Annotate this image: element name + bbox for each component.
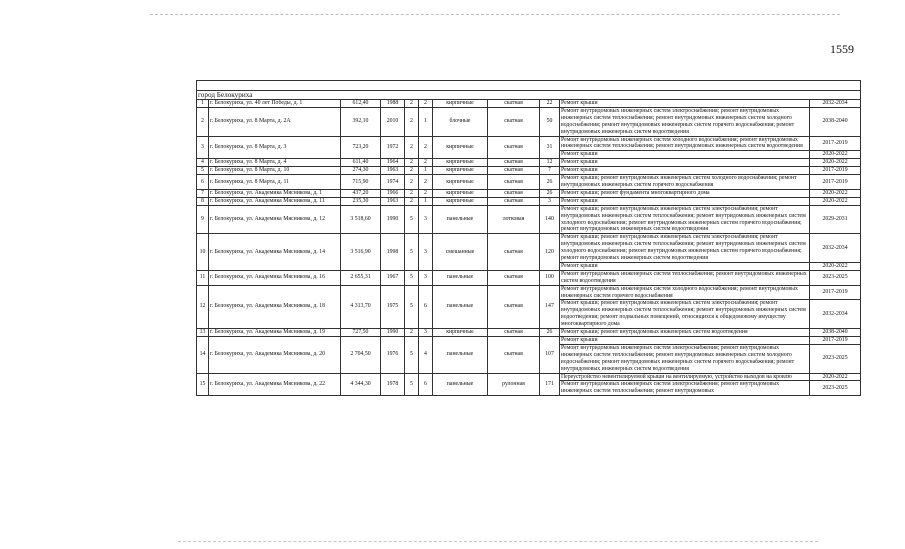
wall-material-cell: панельные xyxy=(433,337,488,374)
area-cell: 2 704,50 xyxy=(341,337,381,374)
wall-material-cell: блочные xyxy=(433,107,488,136)
floors-cell: 2 xyxy=(405,197,419,205)
roof-type-cell: скатная xyxy=(488,270,540,285)
wall-material-cell: кирпичные xyxy=(433,159,488,167)
table-row xyxy=(197,136,861,151)
floors-cell: 5 xyxy=(405,373,419,396)
apartments-cell: 26 xyxy=(540,175,560,190)
city-heading: город Белокуриха xyxy=(197,91,861,100)
row-number-cell: 2 xyxy=(197,107,209,136)
floors-cell: 2 xyxy=(405,159,419,167)
work-description-cell: Ремонт крыши xyxy=(560,100,810,108)
table-header-blank-row xyxy=(197,81,861,91)
work-description-cell: Переустройство невентилируемой крыши на вентилируемую, устройство выходов на кровлю xyxy=(560,373,810,381)
work-description-cell: Ремонт крыши xyxy=(560,262,810,270)
work-description-cell: Ремонт крыши xyxy=(560,167,810,175)
address-cell: г. Белокуриха, ул. Академика Мясникова, д. 19 xyxy=(209,329,341,337)
period-cell: 2020-2022 xyxy=(810,197,861,205)
address-cell: г. Белокуриха, ул. Академика Мясникова, д. 18 xyxy=(209,285,341,328)
roof-type-cell: скатная xyxy=(488,175,540,190)
row-number-cell: 5 xyxy=(197,167,209,175)
year-cell: 2010 xyxy=(381,107,405,136)
floors-cell: 5 xyxy=(405,205,419,234)
table-row xyxy=(197,234,861,263)
roof-type-cell: скатная xyxy=(488,159,540,167)
table-row xyxy=(197,107,861,136)
wall-material-cell: кирпичные xyxy=(433,175,488,190)
row-number-cell: 7 xyxy=(197,189,209,197)
address-cell: г. Белокуриха, ул. Академика Мясникова, д. 14 xyxy=(209,234,341,271)
table-row xyxy=(197,159,861,167)
work-description-cell: Ремонт крыши; ремонт внутридомовых инженерных систем водоотведения xyxy=(560,329,810,337)
address-cell: г. Белокуриха, ул. Академика Мясникова, д. 16 xyxy=(209,270,341,285)
work-description-cell: Ремонт внутридомовых инженерных систем электроснабжения; ремонт внутридомовых инженерных систем теплоснабжения; ремонт внутридомовых инженерных систем холодного водоснабжения; ремонт внутридомовых инженерных систем горячего водоснабжения; ремонт внутридомовых инженерных систем водоотведения xyxy=(560,344,810,373)
repair-program-table xyxy=(196,80,861,396)
roof-type-cell: скатная xyxy=(488,136,540,159)
work-description-cell: Ремонт крыши xyxy=(560,197,810,205)
year-cell: 1998 xyxy=(381,234,405,271)
year-cell: 1990 xyxy=(381,329,405,337)
address-cell: г. Белокуриха, ул. 8 Марта, д. 4 xyxy=(209,159,341,167)
table-row xyxy=(197,197,861,205)
wall-material-cell: кирпичные xyxy=(433,100,488,108)
apartments-cell: 3 xyxy=(540,197,560,205)
apartments-cell: 147 xyxy=(540,285,560,328)
apartments-cell: 140 xyxy=(540,205,560,234)
floors-cell: 2 xyxy=(405,329,419,337)
area-cell: 274,30 xyxy=(341,167,381,175)
row-number-cell: 10 xyxy=(197,234,209,271)
floors-cell: 5 xyxy=(405,337,419,374)
year-cell: 1967 xyxy=(381,270,405,285)
work-description-cell: Ремонт внутридомовых инженерных систем электроснабжения; ремонт внутридомовых инженерных систем теплоснабжения; ремонт внутридомовых инженерных систем холодного водоснабжения; ремонт внутридомовых инженерных систем горячего водоснабжения; ремонт внутридомовых инженерных систем водоотведения xyxy=(560,107,810,136)
floors-cell: 2 xyxy=(405,189,419,197)
wall-material-cell: смешанные xyxy=(433,234,488,271)
year-cell: 1972 xyxy=(381,136,405,159)
roof-type-cell: скатная xyxy=(488,329,540,337)
work-description-cell: Ремонт крыши xyxy=(560,159,810,167)
wall-material-cell: панельные xyxy=(433,270,488,285)
floors-cell: 5 xyxy=(405,285,419,328)
entrances-cell: 4 xyxy=(419,337,433,374)
floors-cell: 2 xyxy=(405,167,419,175)
wall-material-cell: кирпичные xyxy=(433,189,488,197)
year-cell: 1978 xyxy=(381,373,405,396)
roof-type-cell: скатная xyxy=(488,337,540,374)
area-cell: 612,40 xyxy=(341,100,381,108)
year-cell: 1964 xyxy=(381,159,405,167)
entrances-cell: 2 xyxy=(419,175,433,190)
area-cell: 727,50 xyxy=(341,329,381,337)
address-cell: г. Белокуриха, ул. 8 Марта, д. 10 xyxy=(209,167,341,175)
row-number-cell: 15 xyxy=(197,373,209,396)
row-number-cell: 12 xyxy=(197,285,209,328)
floors-cell: 2 xyxy=(405,136,419,159)
row-number-cell: 1 xyxy=(197,100,209,108)
period-cell: 2017-2019 xyxy=(810,167,861,175)
roof-type-cell: скатная xyxy=(488,285,540,328)
scan-artifact-bottom-line xyxy=(178,541,818,542)
period-cell: 2017-2019 xyxy=(810,285,861,300)
table-row xyxy=(197,189,861,197)
apartments-cell: 22 xyxy=(540,100,560,108)
work-description-cell: Ремонт внутридомовых инженерных систем электроснабжения; ремонт внутридомовых инженерных систем теплоснабжения; ремонт внутридомовых xyxy=(560,381,810,396)
apartments-cell: 7 xyxy=(540,167,560,175)
row-number-cell: 14 xyxy=(197,337,209,374)
year-cell: 1988 xyxy=(381,100,405,108)
address-cell: г. Белокуриха, ул. Академика Мясникова, д. 22 xyxy=(209,373,341,396)
page-number: 1559 xyxy=(830,42,854,56)
area-cell: 235,30 xyxy=(341,197,381,205)
row-number-cell: 11 xyxy=(197,270,209,285)
period-cell: 2020-2022 xyxy=(810,189,861,197)
work-description-cell: Ремонт крыши xyxy=(560,337,810,345)
area-cell: 437,20 xyxy=(341,189,381,197)
work-description-cell: Ремонт крыши; ремонт внутридомовых инженерных систем электроснабжения; ремонт внутридомовых инженерных систем теплоснабжения; ремонт внутридомовых инженерных систем холодного водоснабжения; ремонт внутридомовых инженерных систем горячего водоснабжения; ремонт внутридомовых инженерных систем водоотведения xyxy=(560,234,810,263)
entrances-cell: 2 xyxy=(419,159,433,167)
table-row xyxy=(197,270,861,285)
year-cell: 1990 xyxy=(381,205,405,234)
address-cell: г. Белокуриха, ул. 8 Марта, д. 11 xyxy=(209,175,341,190)
period-cell: 2023-2025 xyxy=(810,270,861,285)
period-cell: 2020-2022 xyxy=(810,151,861,159)
area-cell: 715,90 xyxy=(341,175,381,190)
entrances-cell: 3 xyxy=(419,205,433,234)
year-cell: 1976 xyxy=(381,337,405,374)
area-cell: 2 655,31 xyxy=(341,270,381,285)
period-cell: 2020-2022 xyxy=(810,373,861,381)
address-cell: г. Белокуриха, ул. Академика Мясникова, д. 11 xyxy=(209,197,341,205)
work-description-cell: Ремонт внутридомовых инженерных систем теплоснабжения; ремонт внутридомовых инженерных систем водоотведения xyxy=(560,270,810,285)
period-cell: 2029-2031 xyxy=(810,205,861,234)
table-row xyxy=(197,175,861,190)
work-description-cell: Ремонт внутридомовых инженерных систем холодного водоснабжения; ремонт внутридомовых инженерных систем горячего водоснабжения xyxy=(560,285,810,300)
work-description-cell: Ремонт крыши; ремонт внутридомовых инженерных систем холодного водоснабжения; ремонт внутридомовых инженерных систем горячего водоснабжения xyxy=(560,175,810,190)
table-row xyxy=(197,167,861,175)
entrances-cell: 6 xyxy=(419,373,433,396)
area-cell: 4 313,70 xyxy=(341,285,381,328)
roof-type-cell: рулонная xyxy=(488,373,540,396)
address-cell: г. Белокуриха, ул. Академика Мясникова, д. 1 xyxy=(209,189,341,197)
year-cell: 1963 xyxy=(381,197,405,205)
period-cell: 2038-2040 xyxy=(810,329,861,337)
period-cell: 2032-2034 xyxy=(810,234,861,263)
floors-cell: 5 xyxy=(405,234,419,271)
area-cell: 611,40 xyxy=(341,159,381,167)
period-cell: 2038-2040 xyxy=(810,107,861,136)
entrances-cell: 1 xyxy=(419,107,433,136)
wall-material-cell: панельные xyxy=(433,373,488,396)
period-cell: 2017-2019 xyxy=(810,337,861,345)
period-cell: 2032-2034 xyxy=(810,300,861,329)
wall-material-cell: кирпичные xyxy=(433,329,488,337)
period-cell: 2020-2022 xyxy=(810,262,861,270)
period-cell: 2023-2025 xyxy=(810,344,861,373)
apartments-cell: 12 xyxy=(540,159,560,167)
floors-cell: 2 xyxy=(405,175,419,190)
entrances-cell: 2 xyxy=(419,136,433,159)
year-cell: 1975 xyxy=(381,285,405,328)
entrances-cell: 2 xyxy=(419,100,433,108)
wall-material-cell: кирпичные xyxy=(433,197,488,205)
table-row xyxy=(197,337,861,345)
row-number-cell: 8 xyxy=(197,197,209,205)
entrances-cell: 3 xyxy=(419,270,433,285)
work-description-cell: Ремонт крыши xyxy=(560,151,810,159)
table-row xyxy=(197,373,861,381)
area-cell: 723,20 xyxy=(341,136,381,159)
entrances-cell: 1 xyxy=(419,167,433,175)
address-cell: г. Белокуриха, ул. 8 Марта, д. 2А xyxy=(209,107,341,136)
entrances-cell: 1 xyxy=(419,197,433,205)
apartments-cell: 100 xyxy=(540,270,560,285)
roof-type-cell: скатная xyxy=(488,167,540,175)
period-cell: 2017-2019 xyxy=(810,136,861,151)
work-description-cell: Ремонт крыши; ремонт фундамента многоквартирного дома xyxy=(560,189,810,197)
apartments-cell: 50 xyxy=(540,107,560,136)
roof-type-cell: скатная xyxy=(488,100,540,108)
apartments-cell: 171 xyxy=(540,373,560,396)
period-cell: 2032-2034 xyxy=(810,100,861,108)
area-cell: 3 516,90 xyxy=(341,234,381,271)
apartments-cell: 26 xyxy=(540,329,560,337)
roof-type-cell: скатная xyxy=(488,107,540,136)
apartments-cell: 26 xyxy=(540,189,560,197)
wall-material-cell: панельные xyxy=(433,285,488,328)
address-cell: г. Белокуриха, ул. Академика Мясникова, д. 20 xyxy=(209,337,341,374)
year-cell: 1963 xyxy=(381,167,405,175)
table-row xyxy=(197,285,861,300)
row-number-cell: 4 xyxy=(197,159,209,167)
entrances-cell: 3 xyxy=(419,329,433,337)
entrances-cell: 6 xyxy=(419,285,433,328)
work-description-cell: Ремонт крыши; ремонт внутридомовых инженерных систем электроснабжения; ремонт внутридомовых инженерных систем теплоснабжения; ремонт внутридомовых инженерных систем водоотведения; ремонт подвальных помещений, относящихся к общедомовому имуществу многоквартирного дома xyxy=(560,300,810,329)
city-heading-row xyxy=(197,91,861,100)
work-description-cell: Ремонт крыши; ремонт внутридомовых инженерных систем электроснабжения; ремонт внутридомовых инженерных систем теплоснабжения; ремонт внутридомовых инженерных систем холодного водоснабжения; ремонт внутридомовых инженерных систем горячего водоснабжения; ремонт внутридомовых инженерных систем водоотведения xyxy=(560,205,810,234)
roof-type-cell: лотковая xyxy=(488,205,540,234)
scan-artifact-top-line xyxy=(150,14,840,15)
year-cell: 1966 xyxy=(381,189,405,197)
address-cell: г. Белокуриха, ул. 8 Марта, д. 3 xyxy=(209,136,341,159)
roof-type-cell: скатная xyxy=(488,234,540,271)
table-body xyxy=(197,81,861,396)
row-number-cell: 3 xyxy=(197,136,209,159)
area-cell: 4 344,30 xyxy=(341,373,381,396)
period-cell: 2023-2025 xyxy=(810,381,861,396)
floors-cell: 2 xyxy=(405,100,419,108)
address-cell: г. Белокуриха, ул. Академика Мясникова, д. 12 xyxy=(209,205,341,234)
work-description-cell: Ремонт внутридомовых инженерных систем холодного водоснабжения; ремонт внутридомовых инженерных систем теплоснабжения; ремонт внутридомовых инженерных систем водоотведения xyxy=(560,136,810,151)
table-row xyxy=(197,329,861,337)
floors-cell: 2 xyxy=(405,107,419,136)
wall-material-cell: кирпичные xyxy=(433,167,488,175)
apartments-cell: 31 xyxy=(540,136,560,159)
roof-type-cell: скатная xyxy=(488,197,540,205)
table-row xyxy=(197,100,861,108)
entrances-cell: 2 xyxy=(419,189,433,197)
wall-material-cell: панельные xyxy=(433,205,488,234)
area-cell: 392,10 xyxy=(341,107,381,136)
row-number-cell: 13 xyxy=(197,329,209,337)
address-cell: г. Белокуриха, ул. 40 лет Победы, д. 1 xyxy=(209,100,341,108)
apartments-cell: 120 xyxy=(540,234,560,271)
floors-cell: 5 xyxy=(405,270,419,285)
row-number-cell: 6 xyxy=(197,175,209,190)
area-cell: 3 518,60 xyxy=(341,205,381,234)
entrances-cell: 3 xyxy=(419,234,433,271)
roof-type-cell: скатная xyxy=(488,189,540,197)
row-number-cell: 9 xyxy=(197,205,209,234)
period-cell: 2020-2022 xyxy=(810,159,861,167)
year-cell: 1974 xyxy=(381,175,405,190)
period-cell: 2017-2019 xyxy=(810,175,861,190)
apartments-cell: 107 xyxy=(540,337,560,374)
wall-material-cell: кирпичные xyxy=(433,136,488,159)
table-row xyxy=(197,205,861,234)
